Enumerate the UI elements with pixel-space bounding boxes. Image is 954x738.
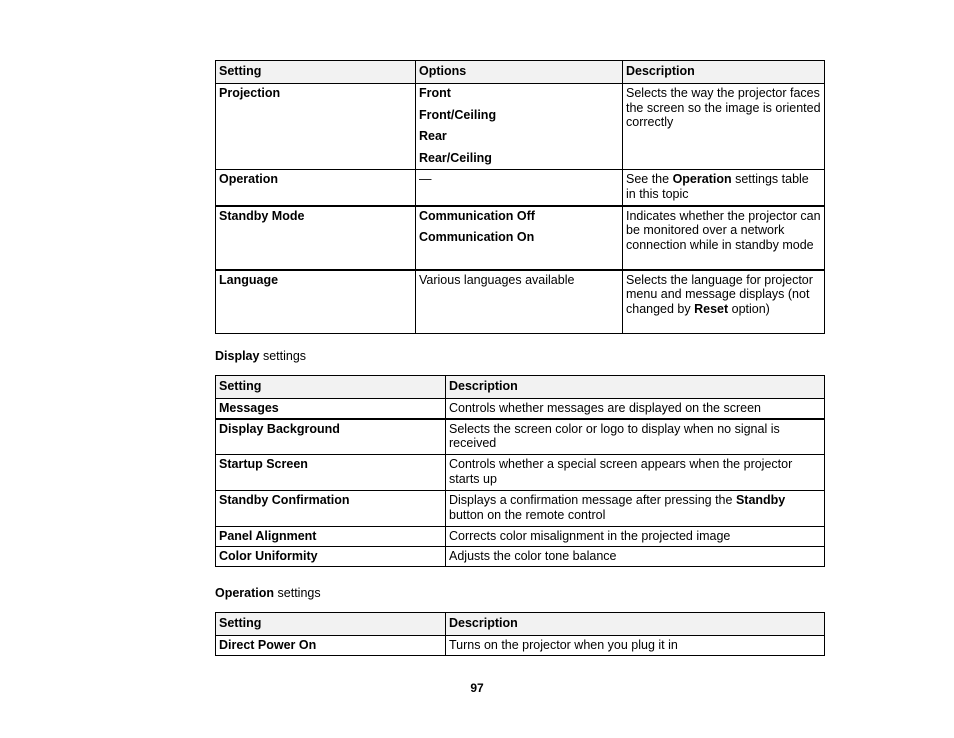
column-header-setting: Setting [216,376,446,399]
description-cell: Selects the screen color or logo to display when no signal is received [446,419,825,455]
description-cell: Selects the way the projector faces the screen so the image is oriented correctly [623,84,825,170]
column-header-options: Options [416,61,623,84]
section-heading-bold: Operation [215,586,275,600]
table-row [216,527,825,547]
description-cell [446,491,825,527]
section-heading-text: settings [259,349,307,363]
description-cell: Indicates whether the projector can be monitored over a network connection while in standby mode [623,206,825,270]
table-header-row [216,613,825,636]
description-cell: Corrects color misalignment in the projected image [446,527,825,547]
setting-cell: Display Background [216,419,446,455]
page-number: 97 [470,681,484,695]
setting-cell: Direct Power On [216,636,446,656]
section-heading-bold: Display [215,349,260,363]
option-item: Rear [419,129,447,143]
setting-cell: Standby Confirmation [216,491,446,527]
description-text: Displays a confirmation message after pressing the [449,493,736,507]
table-row [216,636,825,656]
table-header-row [216,61,825,84]
setting-cell: Language [216,270,416,334]
description-cell: Adjusts the color tone balance [446,547,825,567]
description-text: settings table in this topic [626,172,809,201]
description-text: button on the remote control [449,507,606,522]
options-cell [416,84,623,170]
display-settings-table [215,375,825,567]
description-bold-text: Standby [735,493,786,507]
setting-cell: Projection [216,84,416,170]
section-heading-display [215,349,306,363]
column-header-setting: Setting [216,613,446,636]
description-cell: Controls whether messages are displayed on the screen [446,399,825,419]
option-item: Communication On [419,230,535,244]
options-cell: — [416,170,623,206]
description-cell [623,170,825,206]
description-cell [623,270,825,334]
table-row [216,419,825,455]
setting-cell: Panel Alignment [216,527,446,547]
column-header-description: Description [446,613,825,636]
table-row [216,547,825,567]
description-bold-text: Reset [694,301,729,316]
table-row [216,399,825,419]
setting-cell: Messages [216,399,446,419]
description-text: See the [626,172,673,186]
table-row [216,206,825,270]
table-row [216,170,825,206]
table-row [216,84,825,170]
options-cell [416,206,623,270]
option-item: Rear/Ceiling [419,150,492,165]
table-row [216,491,825,527]
description-bold-text: Operation [672,172,732,186]
table-row [216,270,825,334]
column-header-description: Description [446,376,825,399]
section-heading-text: settings [274,586,321,600]
description-text: Selects the language for projector menu and message displays (not changed by [626,272,813,316]
section-heading-operation [215,586,321,600]
column-header-description: Description [623,61,825,84]
option-item: Front/Ceiling [419,107,497,122]
option-item: Communication Off [419,208,535,223]
setting-cell: Operation [216,170,416,206]
description-cell: Controls whether a special screen appears when the projector starts up [446,455,825,491]
setting-cell: Startup Screen [216,455,446,491]
setting-cell: Standby Mode [216,206,416,270]
options-cell: Various languages available [416,270,623,334]
settings-table-main [215,60,825,334]
description-text: option) [728,301,770,316]
option-item: Front [419,86,451,100]
table-row [216,455,825,491]
column-header-setting: Setting [216,61,416,84]
operation-settings-table [215,612,825,656]
table-header-row [216,376,825,399]
description-cell: Turns on the projector when you plug it in [446,636,825,656]
setting-cell: Color Uniformity [216,547,446,567]
